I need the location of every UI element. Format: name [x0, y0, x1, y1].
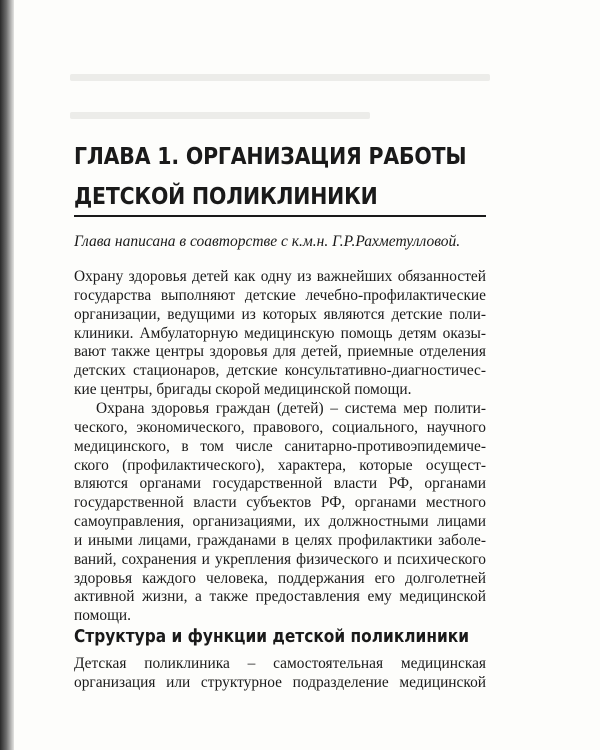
- text-line: организации, ведущими из которых являются детские поли-: [74, 305, 486, 323]
- text-line: Охрану здоровья детей как одну из важнейших обязанностей: [74, 268, 486, 285]
- text-line: организация или структурное подразделение медицинской: [74, 673, 486, 691]
- text-line: вляются органами государственной власти РФ, органами: [74, 475, 486, 493]
- text-line: Детская поликлиника – самостоятельная медицинская: [74, 655, 486, 672]
- chapter-title-line-2: ДЕТСКОЙ ПОЛИКЛИНИКИ: [74, 182, 378, 210]
- text-line: активной жизни, а также предоставления ему медицинской: [74, 588, 486, 606]
- paragraph-2: [74, 400, 486, 626]
- text-line: ческого, экономического, правового, социального, научного: [74, 418, 486, 436]
- text-line: государственной власти субъектов РФ, органами местного: [74, 494, 486, 512]
- chapter-title: [74, 136, 483, 216]
- text-line: кие центры, бригады скорой медицинской помощи.: [74, 381, 412, 399]
- text-line: клиники. Амбулаторную медицинскую помощь детям оказы-: [74, 324, 486, 342]
- text-line: медицинского, в том числе санитарно-противоэпидемиче-: [74, 437, 486, 455]
- text-line: государства выполняют детские лечебно-профилактические: [74, 286, 486, 304]
- paragraph-1: [74, 268, 486, 400]
- text-line: детских стационаров, детские консультативно-диагностичес-: [74, 362, 486, 380]
- text-line: и иными лицами, гражданами в целях профилактики заболе-: [74, 531, 486, 549]
- section-heading: Структура и функции детской поликлиники: [74, 627, 470, 647]
- reverse-side-bleed: [70, 74, 490, 81]
- text-line: самоуправления, организациями, их должностными лицами: [74, 513, 486, 531]
- text-line: помощи.: [74, 607, 132, 625]
- chapter-title-line-1: ГЛАВА 1. ОРГАНИЗАЦИЯ РАБОТЫ: [74, 142, 467, 170]
- text-line: ваний, сохранения и укрепления физического и психического: [74, 550, 486, 568]
- text-line: ского (профилактического), характера, которые осущест-: [74, 456, 486, 474]
- text-line: здоровья каждого человека, поддержания его долголетней: [74, 569, 486, 587]
- title-rule: [74, 215, 486, 217]
- page-binding-shadow: [0, 0, 14, 750]
- paragraph-3: [74, 655, 486, 693]
- chapter-byline: Глава написана в соавторстве с к.м.н. Г.Р.Рахметулловой.: [74, 233, 461, 250]
- reverse-side-bleed: [70, 112, 370, 119]
- text-line: Охрана здоровья граждан (детей) – система мер полити-: [96, 400, 486, 417]
- text-line: вают также центры здоровья для детей, приемные отделения: [74, 343, 486, 361]
